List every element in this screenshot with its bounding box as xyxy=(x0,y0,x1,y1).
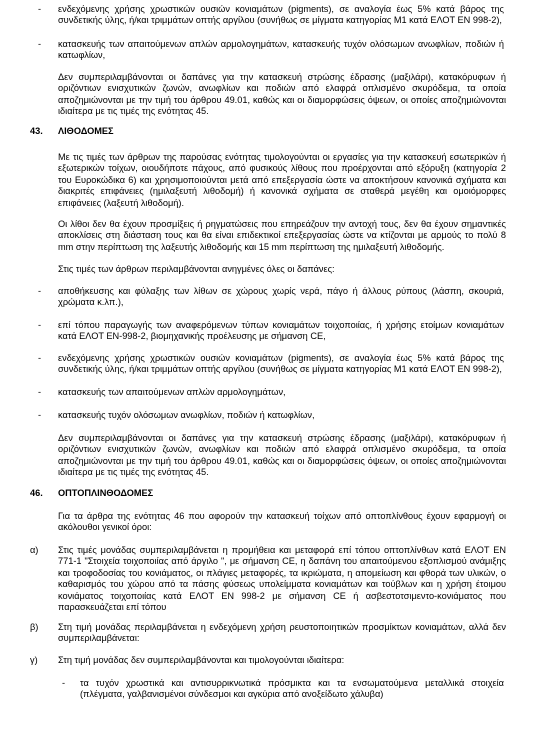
section-title: ΛΙΘΟΔΟΜΕΣ xyxy=(58,126,114,136)
bullet-text xyxy=(58,4,504,27)
sub-bullet-text: τα τυχόν χρωστικά και αντισυρρικνωτικά πρόσμικτα και τα ενσωματούμενα μεταλλικά στοιχεία (πλέγματα, γαλβανισμένοι σύνδεσμοι και αγκύρια από ανοξείδωτο χάλυβα) xyxy=(80,678,504,700)
bullet-text: ενδεχόμενης χρήσης χρωστικών ουσιών κονιαμάτων (pigments), σε αναλογία έως 5% κατά βάρος της συνδετικής ύλης, ή/και τριμμάτων οπτής αργίλου (συνήθως σε μίγματα κατηγορίας Μ1 κατά ΕΛΟΤ ΕΝ 998-2), xyxy=(58,353,504,375)
paragraph: Οι λίθοι δεν θα έχουν προσμίξεις ή ρηγματώσεις που επηρεάζουν την αντοχή τους, δεν θα έχουν σημαντικές αποκλίσεις στη διάσταση τους και θα είναι επιδεκτικοί επεξεργασίας ώστε να κτίζονται με αρμούς το πολύ 8 mm στην περίπτωση της λαξευτής λιθοδομής και 15 mm περίπτωση της ημιλαξευτή λιθοδομής. xyxy=(58,219,506,252)
bullet-line: ενδεχόμενης χρήσης χρωστικών ουσιών κονιαμάτων (pigments), σε αναλογία έως 5% κατά βάρος της xyxy=(58,4,504,14)
bullet-dash: - xyxy=(38,353,42,363)
section-number: 43. xyxy=(30,126,43,136)
bullet-text: κατασκευής των απαιτούμενων απλών αρμολογημάτων, xyxy=(58,387,286,397)
paragraph: Με τις τιμές των άρθρων της παρούσας ενότητας τιμολογούνται οι εργασίες για την κατασκευή εσωτερικών ή εξωτερικών τοίχων, οιουδήποτε πάχους, από φυσικούς λίθους που προέρχονται από εξόρυξη (κατηγορία 2 του Ευροκώδικα 6) και χρησιμοποιούνται μετά από επεξεργασία ώστε να αποκτήσουν κανονικά σχήματα και διακριτές επιφάνειες (ημιλαξευτή λιθοδομή) ή κανονικά σχήματα σε σταθερά μεγέθη και ομοιόμορφες επιφάνειες (λαξευτή λιθοδομή). xyxy=(58,152,506,208)
item-text: Στις τιμές μονάδας συμπεριλαμβάνεται η προμήθεια και μεταφορά επί τόπου οπτοπλίνθων κατά ΕΛΟΤ ΕΝ 771-1 "Στοιχεία τοιχοποιίας από άργιλο ", με σήμανση CE, η δαπάνη του απαιτούμενου εξοπλισμού ανάμιξης και τροφοδοσίας του κονιάματος, οι πλάγιες μεταφορές, τα ικριώματα, η απομείωση και φθορά των υλικών, ο καθαρισμός του χώρου από τα πάσης φύσεως υπολείμματα κονιαμάτων και τούβλων και η χρήση έτοιμου κονιάματος τοιχοποιίας κατά ΕΛΟΤ ΕΝ 998-2 με σήμανση CE ή ασβεστοτσιμεντο-κονιάματος που παρασκευάζεται επί τόπου xyxy=(58,545,506,613)
bullet-text: επί τόπου παραγωγής των αναφερόμενων τύπων κονιαμάτων τοιχοποιίας, ή χρήσης ετοίμων κονιαμάτων κατά ΕΛΟΤ ΕΝ-998-2, βιομηχανικής προέλευσης με σήμανση CE, xyxy=(58,320,504,342)
section-number: 46. xyxy=(30,488,43,498)
bullet-line: συνδετικής ύλης, ή/και τριμμάτων οπτής αργίλου (συνήθως σε μίγματα κατηγορίας Μ1 κατά ΕΛΟΤ ΕΝ 998-2), xyxy=(58,15,502,26)
section-title: ΟΠΤΟΠΛΙΝΘΟΔΟΜΕΣ xyxy=(58,488,154,498)
paragraph: Στις τιμές των άρθρων περιλαμβάνονται ανηγμένες όλες οι δαπάνες: xyxy=(58,264,335,274)
bullet-text: αποθήκευσης και φύλαξης των λίθων σε χώρους χωρίς νερά, πάγο ή άλλους ρύπους (λάσπη, σκουριά, χρώματα κ.λπ.), xyxy=(58,286,504,308)
bullet-dash: - xyxy=(38,39,42,49)
bullet-text: κατασκευής των απαιτούμενων απλών αρμολογημάτων, κατασκευής τυχόν ολόσωμων ανωφλίων, ποδιών ή κατωφλίων, xyxy=(58,39,504,61)
bullet-dash: - xyxy=(38,387,42,397)
item-label: β) xyxy=(30,622,39,632)
bullet-dash: - xyxy=(38,410,42,420)
item-text: Στη τιμή μονάδας δεν συμπεριλαμβάνονται και τιμολογούνται ιδιαίτερα: xyxy=(58,655,345,665)
bullet-dash: - xyxy=(38,286,42,296)
exclusion-paragraph: Δεν συμπεριλαμβάνονται οι δαπάνες για την κατασκευή στρώσης έδρασης (μαξιλάρι), κατακόρυφων ή οριζόντιων ενισχυτικών ζωνών, ανωφλίων και ποδιών από ελαφρά οπλισμένο σκυρόδεμα, τα οποία αποζημιώνονται με την τιμή του άρθρου 49.01, καθώς και οι διαμορφώσεις όψεων, οι οποίες αποζημιώνονται ιδιαίτερα με τις τιμές της ενότητας 45. xyxy=(58,72,506,117)
bullet-dash: - xyxy=(38,4,42,14)
paragraph: Για τα άρθρα της ενότητας 46 που αφορούν την κατασκευή τοίχων από οπτοπλίνθους έχουν εφαρμογή οι ακόλουθοι γενικοί όροι: xyxy=(58,511,506,533)
item-label: α) xyxy=(30,545,39,555)
exclusion-paragraph: Δεν συμπεριλαμβάνονται οι δαπάνες για την κατασκευή στρώσης έδρασης (μαξιλάρι), κατακόρυφων ή οριζόντιων ενισχυτικών ζωνών, ανωφλίων και ποδιών από ελαφρά οπλισμένο σκυρόδεμα, τα οποία αποζημιώνονται με την τιμή του άρθρου 49.01, καθώς και οι διαμορφώσεις όψεων, οι οποίες αποζημιώνονται ιδιαίτερα με τις τιμές της ενότητας 45. xyxy=(58,433,506,478)
sub-bullet-dash: - xyxy=(62,678,66,688)
item-label: γ) xyxy=(30,655,38,665)
item-text: Στη τιμή μονάδας περιλαμβάνεται η ενδεχόμενη χρήση ρευστοποιητικών προσμίκτων κονιαμάτων, αλλά δεν συμπεριλαμβάνεται: xyxy=(58,622,506,644)
bullet-dash: - xyxy=(38,320,42,330)
bullet-text: κατασκευής τυχόν ολόσωμων ανωφλίων, ποδιών ή κατωφλίων, xyxy=(58,410,315,420)
